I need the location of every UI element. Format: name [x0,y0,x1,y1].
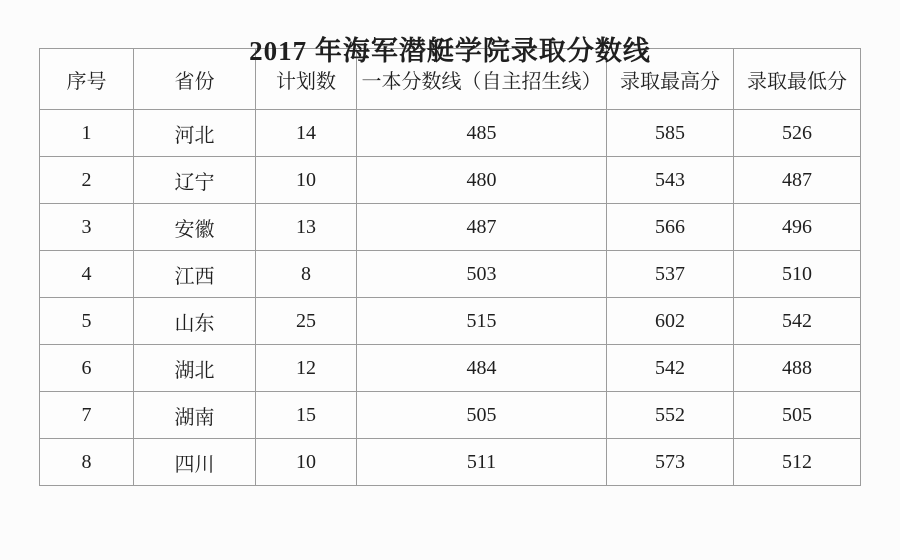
cell-min-score: 512 [734,439,861,486]
column-header-province: 省份 [134,49,256,110]
cell-province: 湖北 [134,345,256,392]
cell-min-score: 496 [734,204,861,251]
admission-scores-table [39,48,861,486]
cell-province: 江西 [134,251,256,298]
cell-index: 1 [40,110,134,157]
table-row [40,392,861,439]
cell-first-tier-line: 484 [357,345,607,392]
cell-plan-count: 10 [256,157,357,204]
cell-index: 5 [40,298,134,345]
cell-max-score: 585 [607,110,734,157]
table-row [40,298,861,345]
cell-province: 湖南 [134,392,256,439]
cell-index: 7 [40,392,134,439]
cell-max-score: 602 [607,298,734,345]
cell-min-score: 526 [734,110,861,157]
cell-first-tier-line: 487 [357,204,607,251]
cell-province: 四川 [134,439,256,486]
cell-first-tier-line: 485 [357,110,607,157]
cell-min-score: 487 [734,157,861,204]
cell-first-tier-line: 480 [357,157,607,204]
column-header-first-tier-line: 一本分数线（自主招生线） [357,49,607,110]
cell-first-tier-line: 505 [357,392,607,439]
cell-index: 8 [40,439,134,486]
cell-province: 辽宁 [134,157,256,204]
column-header-index: 序号 [40,49,134,110]
cell-first-tier-line: 511 [357,439,607,486]
cell-min-score: 542 [734,298,861,345]
table-row [40,439,861,486]
cell-max-score: 573 [607,439,734,486]
cell-max-score: 542 [607,345,734,392]
column-header-plan-count: 计划数 [256,49,357,110]
table-row [40,345,861,392]
cell-province: 河北 [134,110,256,157]
cell-index: 4 [40,251,134,298]
cell-max-score: 552 [607,392,734,439]
cell-plan-count: 12 [256,345,357,392]
cell-index: 2 [40,157,134,204]
cell-plan-count: 15 [256,392,357,439]
page-title: 2017 年海军潜艇学院录取分数线 [249,36,651,66]
cell-max-score: 543 [607,157,734,204]
cell-min-score: 505 [734,392,861,439]
cell-plan-count: 10 [256,439,357,486]
cell-index: 6 [40,345,134,392]
cell-plan-count: 8 [256,251,357,298]
cell-plan-count: 25 [256,298,357,345]
cell-max-score: 537 [607,251,734,298]
table-row [40,157,861,204]
cell-province: 安徽 [134,204,256,251]
cell-first-tier-line: 503 [357,251,607,298]
cell-province: 山东 [134,298,256,345]
cell-min-score: 510 [734,251,861,298]
table-row [40,110,861,157]
cell-min-score: 488 [734,345,861,392]
table-row [40,204,861,251]
table-row [40,251,861,298]
cell-max-score: 566 [607,204,734,251]
column-header-max-score: 录取最高分 [607,49,734,110]
cell-plan-count: 13 [256,204,357,251]
table-body [40,110,861,486]
cell-index: 3 [40,204,134,251]
cell-plan-count: 14 [256,110,357,157]
column-header-min-score: 录取最低分 [734,49,861,110]
cell-first-tier-line: 515 [357,298,607,345]
